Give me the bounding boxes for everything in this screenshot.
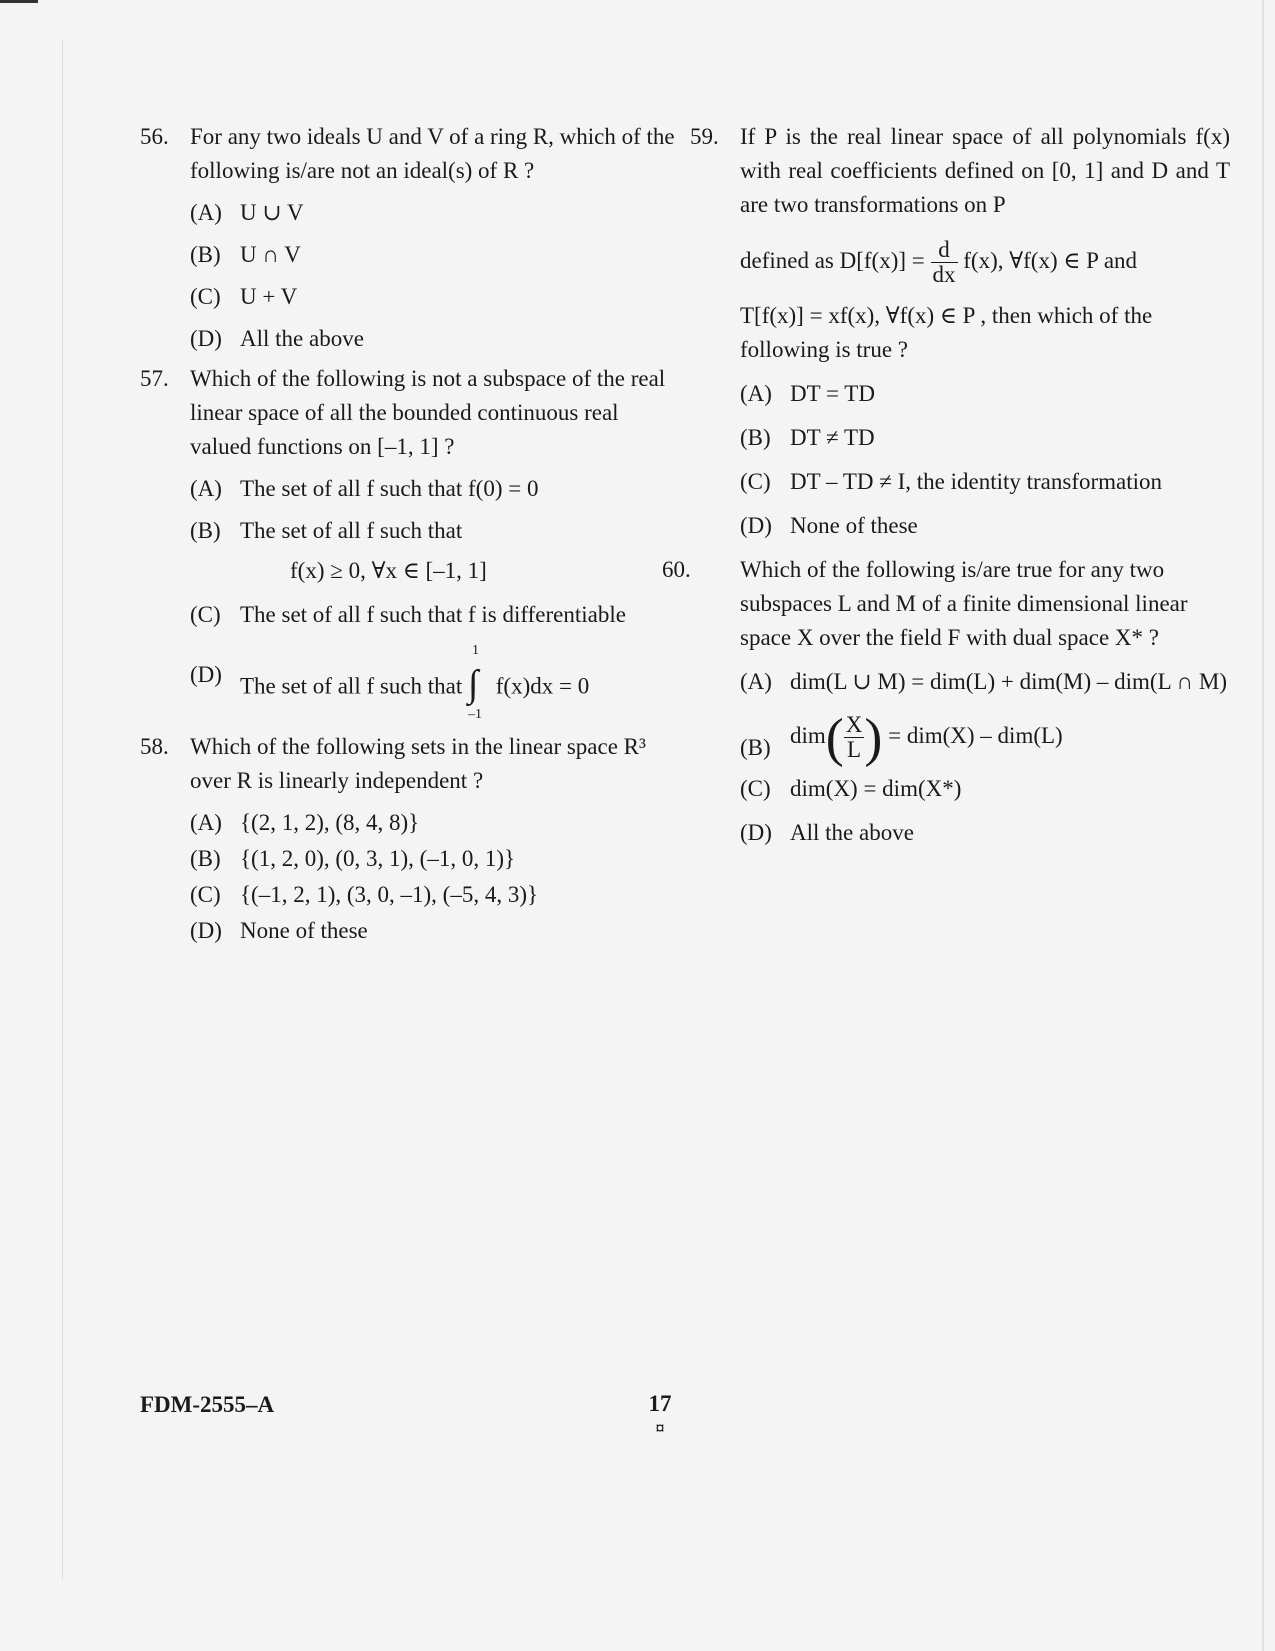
option-label: (C) [190,284,221,309]
margin-line [62,40,63,1580]
question-number: 59. [690,124,719,149]
option-text: {(1, 2, 0), (0, 3, 1), (–1, 0, 1)} [240,846,516,871]
option-label: (D) [740,820,772,845]
option-label: (B) [740,425,771,450]
option-label: (A) [190,810,222,835]
option-label: (B) [740,735,771,760]
definition-prefix: defined as D[f(x)] = [740,247,925,273]
option-b [190,514,680,548]
option-text: dim(X) = dim(X*) [790,776,962,801]
page-mark: ¤ [655,1418,665,1438]
option-d [190,914,680,948]
integral-upper-limit: 1 [472,643,480,658]
options-59 [690,377,1230,543]
option-text: U + V [240,284,298,309]
option-text: {(–1, 2, 1), (3, 0, –1), (–5, 4, 3)} [240,882,539,907]
option-text: DT ≠ TD [790,425,875,450]
option-c [740,772,1230,806]
fraction-numerator: d [931,238,958,263]
option-text: U ∪ V [240,200,304,225]
page-number-block [640,1392,680,1440]
option-a [190,196,680,230]
question-text-continued: T[f(x)] = xf(x), ∀f(x) ∈ P , then which of the following is true ? [740,303,1153,362]
scan-mark [0,0,38,3]
option-label: (D) [190,326,222,351]
booklet-code: FDM-2555–A [140,1392,275,1417]
option-c [190,598,680,632]
option-label: (A) [190,476,222,501]
page-edge [1262,0,1264,1651]
option-text: The set of all f such that f is differentiable [240,602,626,627]
options-56 [140,196,680,356]
option-d [740,816,1230,850]
option-text: dim(L ∪ M) = dim(L) + dim(M) – dim(L ∩ M) [790,669,1228,694]
option-d [190,322,680,356]
option-a [190,472,680,506]
question-56 [140,120,680,188]
question-definition [740,238,1230,287]
option-label: (D) [190,918,222,943]
right-paren: ) [864,707,883,768]
option-text: = dim(X) – dim(L) [888,722,1063,748]
fraction-denominator: dx [932,262,956,287]
option-a [740,377,1230,411]
option-label: (A) [740,381,772,406]
option-label: (B) [190,242,221,267]
fraction-numerator: X [845,712,863,737]
definition-suffix: f(x), ∀f(x) ∈ P and [963,247,1138,273]
page-number: 17 [648,1391,672,1416]
option-text: U ∩ V [240,242,301,267]
question-text: For any two ideals U and V of a ring R, which of the following is/are not an ideal(s) of R ? [190,124,675,183]
option-a [740,665,1230,699]
option-d [190,643,680,722]
question-number: 56. [140,124,169,149]
option-text: All the above [790,820,914,845]
option-label: (C) [740,776,771,801]
option-text: The set of all f such that [240,518,463,543]
option-c [740,465,1230,499]
option-b [190,238,680,272]
integral-sign: ∫ [468,663,479,705]
option-label: (C) [190,882,221,907]
option-text: The set of all f such that f(0) = 0 [240,476,539,501]
option-text: {(2, 1, 2), (8, 4, 8)} [240,810,420,835]
option-b [190,842,680,876]
integral-lower-limit: –1 [468,707,483,722]
option-label: (D) [740,513,772,538]
option-label: (A) [740,669,772,694]
question-text: Which of the following is not a subspace of the real linear space of all the bounded continuous real valued functions on [–1, 1] ? [190,366,666,459]
option-text: DT = TD [790,381,875,406]
option-label: (B) [190,846,221,871]
fraction-denominator: L [847,737,862,762]
option-text: The set of all f such that [240,673,463,699]
question-number: 58. [140,734,169,759]
question-60 [662,553,1230,655]
question-number: 60. [662,557,691,582]
integral-symbol [468,643,484,722]
options-60 [690,665,1230,850]
question-58 [140,730,680,798]
option-text: None of these [240,918,368,943]
derivative-fraction [931,238,958,287]
question-text: If P is the real linear space of all polynomials f(x) with real coefficients defined on [0, 1] and D and T are two transformations on P [740,124,1230,217]
options-57 [140,472,680,722]
right-column [662,120,1230,850]
option-text: DT – TD ≠ I, the identity transformation [790,469,1163,494]
option-c [190,280,680,314]
quotient-fraction [844,713,865,762]
dim-prefix: dim [790,722,826,748]
question-text: Which of the following sets in the linear space R³ over R is linearly independent ? [190,734,646,793]
option-label: (D) [190,662,222,687]
option-text: All the above [240,326,364,351]
option-c [190,878,680,912]
options-58 [140,806,680,948]
question-text: Which of the following is/are true for any two subspaces L and M of a finite dimensional linear space X over the field F with dual space X* ? [740,557,1188,650]
option-label: (B) [190,518,221,543]
option-label: (A) [190,200,222,225]
question-57 [140,362,680,464]
option-d [740,509,1230,543]
left-column [140,120,680,948]
option-a [190,806,680,840]
option-label: (C) [740,469,771,494]
question-number: 57. [140,366,169,391]
question-59 [690,120,1230,367]
integrand: f(x)dx = 0 [495,673,590,699]
left-paren: ( [825,707,844,768]
option-b [740,421,1230,455]
option-label: (C) [190,602,221,627]
option-b [740,707,1230,768]
option-text: None of these [790,513,918,538]
option-b-condition: f(x) ≥ 0, ∀x ∈ [–1, 1] [290,558,487,583]
